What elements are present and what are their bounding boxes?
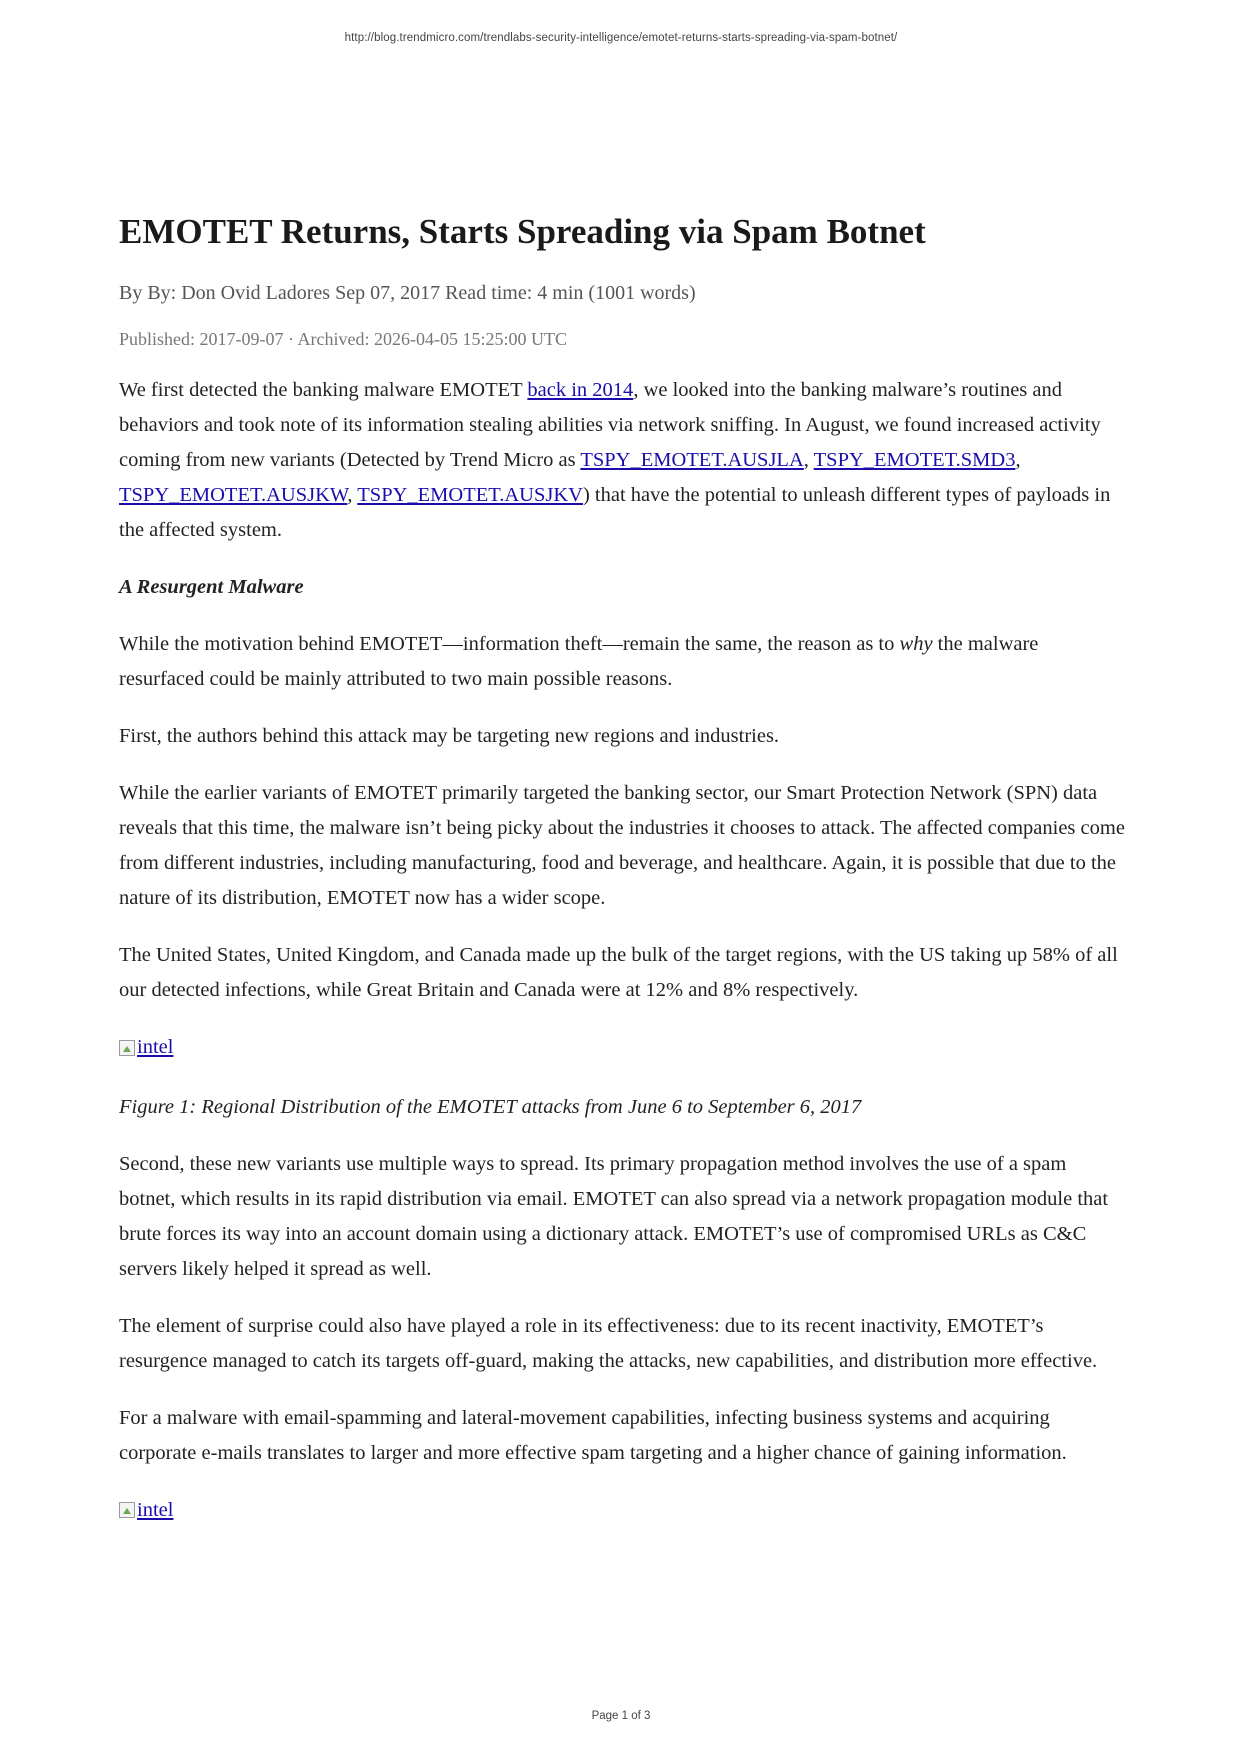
paragraph-text: We first detected the banking malware EMOTET (119, 379, 528, 401)
paragraph-text: While the motivation behind EMOTET—information theft—remain the same, the reason as to (119, 633, 900, 655)
broken-image-icon (119, 1502, 135, 1518)
paragraph-text: the malware resurfaced could be mainly attributed to two main possible reasons. (119, 633, 1039, 690)
paragraph-second-reason: Second, these new variants use multiple ways to spread. Its primary propagation method involves the use of a spam botnet, which results in its rapid distribution via email. EMOTET can also spread via a network propagation module that brute forces its way into an account domain using a dictionary attack. EMOTET’s use of compromised URLs as C&C servers likely helped it spread as well. (119, 1152, 1109, 1280)
paragraph-surprise: The element of surprise could also have played a role in its effectiveness: due to its recent inactivity, EMOTET’s resurgence managed to catch its targets off-guard, making the attacks, new capabilities, and distribution more effective. (119, 1314, 1098, 1372)
article (119, 210, 1125, 1530)
paragraph-spam-capabilities: For a malware with email-spamming and lateral-movement capabilities, infecting business systems and acquiring corporate e-mails translates to larger and more effective spam targeting and a higher chance of gaining information. (119, 1406, 1067, 1464)
figure-1-image (119, 1030, 1125, 1068)
link-tspy-emotet-smd3[interactable]: TSPY_EMOTET.SMD3 (813, 449, 1016, 471)
paragraph-intro (119, 373, 1125, 548)
paragraph-industries: While the earlier variants of EMOTET primarily targeted the banking sector, our Smart Protection Network (SPN) data reveals that this time, the malware isn’t being picky about the industries it chooses to attack. The affected companies come from different industries, including manufacturing, food and beverage, and healthcare. Again, it is possible that due to the nature of its distribution, EMOTET now has a wider scope. (119, 782, 1125, 909)
image-alt-text: intel (137, 1498, 174, 1521)
article-published-date: Published: 2017-09-07 · Archived: 2026-04-05 15:25:00 UTC (119, 329, 567, 349)
figure-2-image (119, 1493, 1125, 1531)
link-tspy-emotet-ausjkw[interactable]: TSPY_EMOTET.AUSJKW (119, 484, 348, 506)
paragraph-motivation (119, 627, 1125, 697)
image-alt-text: intel (137, 1036, 174, 1058)
separator: , (1015, 449, 1021, 471)
article-title: EMOTET Returns, Starts Spreading via Spam Botnet (119, 212, 926, 251)
separator: , (347, 484, 358, 506)
link-back-in-2014[interactable]: back in 2014 (527, 379, 634, 401)
paragraph-regions: The United States, United Kingdom, and Canada made up the bulk of the target regions, with the US taking up 58% of all our detected infections, while Great Britain and Canada were at 12% and 8% respectively. (119, 944, 1118, 1001)
section-heading: A Resurgent Malware (119, 576, 304, 598)
paragraph-first-reason: First, the authors behind this attack may be targeting new regions and industries. (119, 725, 780, 747)
paragraph-text: , we looked into the banking malware’s routines and behaviors and took note of its information stealing abilities via network sniffing. In August, we found increased activity coming from new variants (Detected by Trend Micro as (119, 379, 1101, 471)
page-number: Page 1 of 3 (591, 1710, 651, 1722)
article-byline: By By: Don Ovid Ladores Sep 07, 2017 Read time: 4 min (1001 words) (119, 282, 696, 304)
figure-2-image-link[interactable] (119, 1493, 173, 1528)
link-tspy-emotet-ausjkv[interactable]: TSPY_EMOTET.AUSJKV (357, 484, 583, 506)
link-tspy-emotet-ausjla[interactable]: TSPY_EMOTET.AUSJLA (580, 449, 804, 471)
broken-image-icon (119, 1040, 135, 1056)
separator: , (803, 449, 814, 471)
paragraph-text: ) that have the potential to unleash different types of payloads in the affected system. (119, 484, 1111, 541)
figure-1-image-link[interactable] (119, 1030, 173, 1065)
emphasis-why: why (899, 633, 933, 655)
figure-1-caption: Figure 1: Regional Distribution of the EMOTET attacks from June 6 to September 6, 2017 (119, 1095, 862, 1118)
page-url-header: http://blog.trendmicro.com/trendlabs-security-intelligence/emotet-returns-starts-spreading-via-spam-botnet/ (344, 32, 898, 44)
